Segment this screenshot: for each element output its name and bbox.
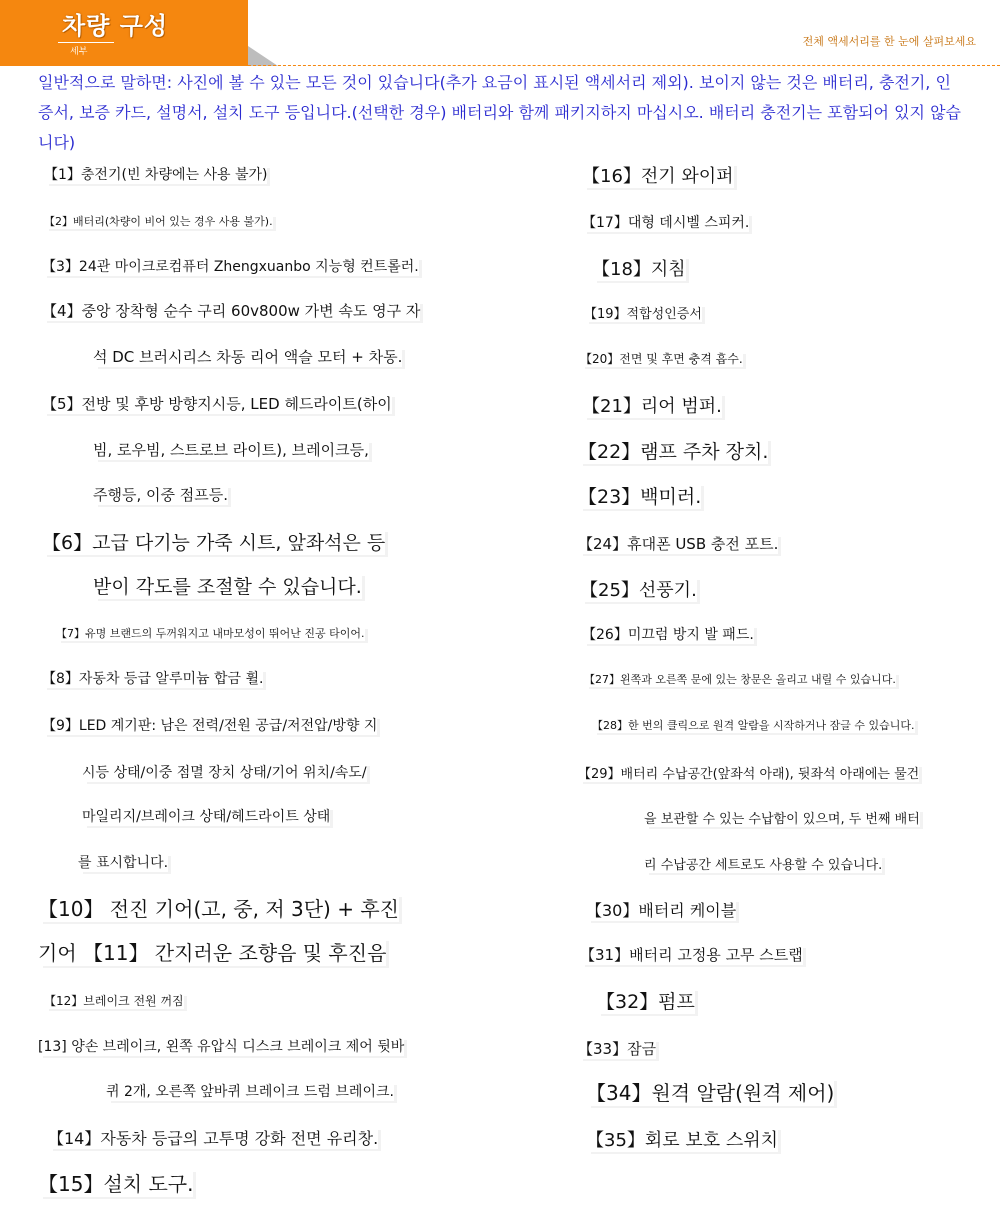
spec-item-27: 【27】왼쪽과 오른쪽 문에 있는 창문은 올리고 내릴 수 있습니다. bbox=[584, 673, 896, 686]
spec-item-6: 【6】고급 다기능 가죽 시트, 앞좌석은 등 bbox=[42, 528, 385, 555]
spec-item-5: 【5】전방 및 후방 방향지시등, LED 헤드라이트(하이 bbox=[42, 395, 392, 413]
spec-item-3: 【3】24관 마이크로컴퓨터 Zhengxuanbo 지능형 컨트롤러. bbox=[42, 256, 419, 276]
spec-item-26: 【26】미끄럼 방지 발 패드. bbox=[582, 624, 754, 644]
spec-item-16: 【16】전기 와이퍼 bbox=[582, 162, 734, 188]
spec-item-34: 【34】원격 알람(원격 제어) bbox=[586, 1077, 834, 1106]
spec-item-29-cont-b: 리 수납공간 세트로도 사용할 수 있습니다. bbox=[644, 854, 882, 873]
spec-item-6-cont: 받이 각도를 조절할 수 있습니다. bbox=[93, 572, 362, 599]
spec-item-30: 【30】배터리 케이블 bbox=[586, 898, 736, 921]
spec-item-33: 【33】잠금 bbox=[578, 1040, 657, 1058]
spec-item-24: 【24】휴대폰 USB 충전 포트. bbox=[578, 535, 779, 553]
spec-item-20: 【20】전면 및 후면 충격 흡수. bbox=[580, 352, 743, 366]
spec-item-19: 【19】적합성인증서 bbox=[584, 303, 702, 322]
spec-item-2: 【2】배터리(차량이 비어 있는 경우 사용 불가). bbox=[44, 215, 273, 228]
spec-item-14: 【14】자동차 등급의 고투명 강화 전면 유리창. bbox=[48, 1126, 378, 1149]
spec-item-9-cont-b: 마일리지/브레이크 상태/헤드라이트 상태 bbox=[82, 806, 330, 826]
header-tab bbox=[0, 0, 248, 66]
spec-item-9-cont-c: 를 표시합니다. bbox=[78, 852, 168, 872]
header-divider bbox=[248, 65, 1000, 66]
spec-item-12: 【12】브레이크 전원 꺼짐 bbox=[44, 994, 184, 1008]
spec-item-29-cont-a: 을 보관할 수 있는 수납함이 있으며, 두 번째 배터 bbox=[644, 808, 920, 827]
spec-item-21: 【21】리어 범퍼. bbox=[582, 392, 722, 418]
spec-item-4-cont: 석 DC 브러시리스 차동 리어 액슬 모터 + 차동. bbox=[93, 348, 403, 366]
spec-item-5-cont-a: 빔, 로우빔, 스트로브 라이트), 브레이크등, bbox=[93, 441, 369, 459]
spec-item-23: 【23】백미러. bbox=[578, 482, 701, 509]
subtitle-divider bbox=[58, 42, 114, 43]
header-corner-wedge bbox=[248, 46, 278, 66]
spec-item-10: 【10】 전진 기어(고, 중, 저 3단) + 후진 bbox=[38, 893, 399, 922]
spec-item-13: [13] 양손 브레이크, 왼쪽 유압식 디스크 브레이크 제어 뒷바 bbox=[38, 1036, 404, 1056]
spec-item-29: 【29】배터리 수납공간(앞좌석 아래), 뒷좌석 아래에는 물건 bbox=[578, 763, 919, 782]
spec-item-4: 【4】중앙 장착형 순수 구리 60v800w 가변 속도 영구 자 bbox=[42, 302, 421, 320]
intro-paragraph: 일반적으로 말하면: 사진에 볼 수 있는 모든 것이 있습니다(추가 요금이 표시된 액세서리 제외). 보이지 않는 것은 배터리, 충전기, 인증서, 보증 카드, 설명서, 설치 도구 등입니다.(선택한 경우) 배터리와 함께 패키지하지 마십시오. 배터리 충전기는 포함되어 있지 않습니다) bbox=[38, 73, 962, 152]
spec-item-25: 【25】선풍기. bbox=[580, 576, 697, 602]
page-subtitle: 세부 bbox=[70, 47, 88, 57]
spec-item-13-cont: 퀴 2개, 오른쪽 앞바퀴 브레이크 드럼 브레이크. bbox=[106, 1081, 394, 1101]
spec-item-5-cont-b: 주행등, 이중 점프등. bbox=[93, 486, 228, 504]
spec-item-9-cont-a: 시등 상태/이중 점멸 장치 상태/기어 위치/속도/ bbox=[82, 762, 367, 782]
header-caption: 전체 액세서리를 한 눈에 살펴보세요 bbox=[802, 35, 976, 48]
page-title: 차량 구성 bbox=[62, 12, 169, 40]
spec-item-8: 【8】자동차 등급 알루미늄 합금 휠. bbox=[42, 668, 263, 688]
spec-item-31: 【31】배터리 고정용 고무 스트랩 bbox=[580, 946, 803, 964]
spec-item-10-11: 기어 【11】 간지러운 조향음 및 후진음 bbox=[38, 937, 386, 966]
spec-item-1: 【1】충전기(빈 차량에는 사용 불가) bbox=[44, 164, 267, 184]
spec-item-22: 【22】램프 주차 장치. bbox=[578, 437, 768, 464]
spec-item-28: 【28】한 번의 클릭으로 원격 알람을 시작하거나 잠글 수 있습니다. bbox=[592, 719, 915, 732]
spec-item-35: 【35】회로 보호 스위치 bbox=[586, 1126, 778, 1152]
spec-item-17: 【17】대형 데시벨 스피커. bbox=[582, 212, 749, 232]
spec-item-9: 【9】LED 계기판: 남은 전력/전원 공급/저전압/방향 지 bbox=[42, 715, 377, 735]
spec-item-7: 【7】유명 브랜드의 두꺼워지고 내마모성이 뛰어난 진공 타이어. bbox=[56, 627, 365, 640]
spec-item-18: 【18】지침 bbox=[592, 255, 686, 281]
spec-item-15: 【15】설치 도구. bbox=[38, 1168, 193, 1197]
spec-item-32: 【32】펌프 bbox=[596, 987, 695, 1014]
